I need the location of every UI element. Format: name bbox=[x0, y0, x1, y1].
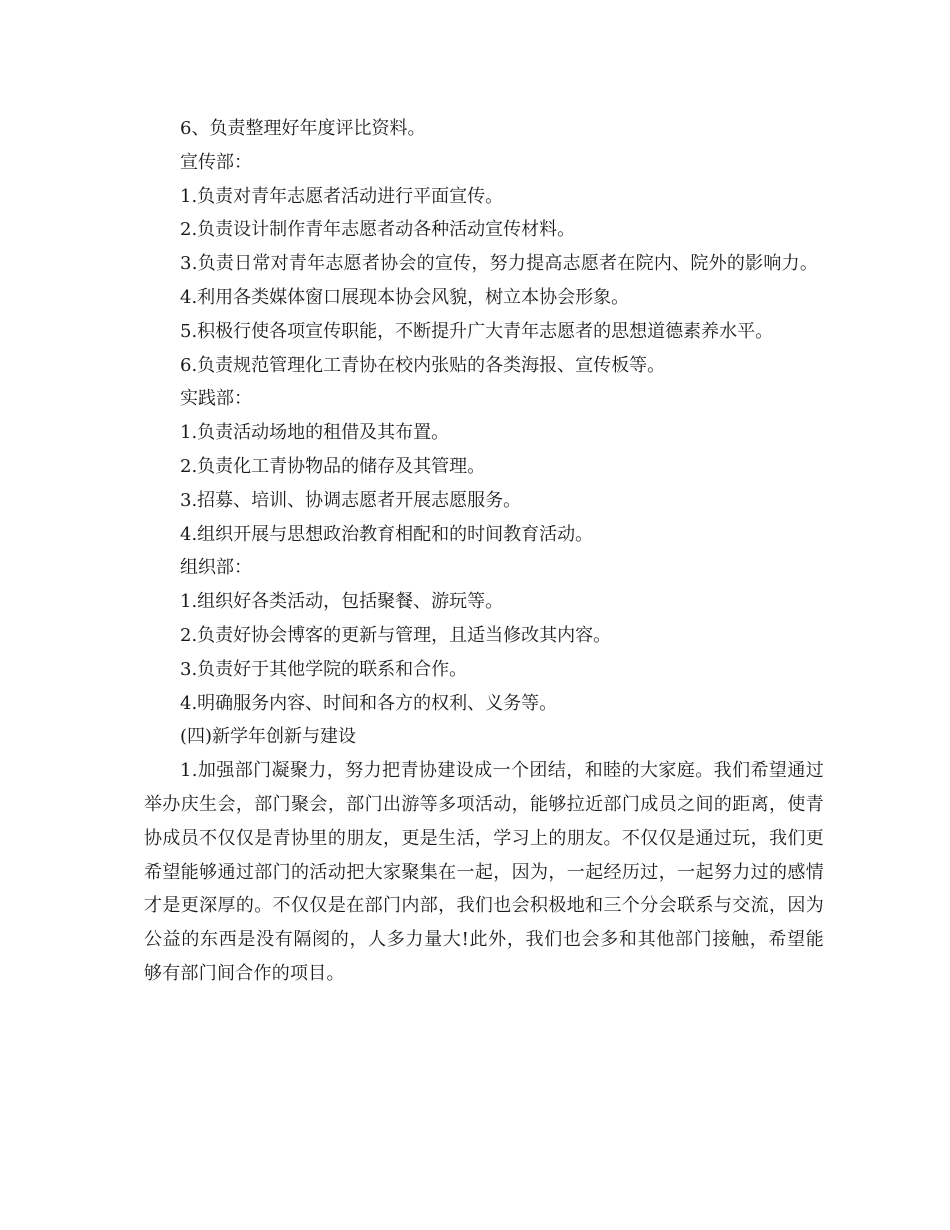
body-paragraph: 1.加强部门凝聚力，努力把青协建设成一个团结，和睦的大家庭。我们希望通过举办庆生会，部门聚会，部门出游等多项活动，能够拉近部门成员之间的距离，使青协成员不仅仅是青协里的朋友，更是生活，学习上的朋友。不仅仅是通过玩，我们更希望能够通过部门的活动把大家聚集在一起，因为，一起经历过，一起努力过的感情才是更深厚的。不仅仅是在部门内部，我们也会积极地和三个分会联系与交流，因为公益的东西是没有隔阂的，人多力量大!此外，我们也会多和其他部门接触，希望能够有部门间合作的项目。 bbox=[144, 760, 824, 984]
list-item: 2.负责设计制作青年志愿者动各种活动宣传材料。 bbox=[180, 219, 576, 241]
list-item: 6、负责整理好年度评比资料。 bbox=[180, 118, 426, 139]
list-item: 3.负责好于其他学院的联系和合作。 bbox=[180, 658, 468, 680]
list-item: 4.明确服务内容、时间和各方的权利、义务等。 bbox=[180, 692, 558, 714]
list-item: 1.组织好各类活动，包括聚餐、游玩等。 bbox=[180, 591, 504, 613]
document-body bbox=[144, 112, 824, 991]
list-item: 3.招募、培训、协调志愿者开展志愿服务。 bbox=[180, 489, 522, 511]
list-item: 2.负责化工青协物品的储存及其管理。 bbox=[180, 455, 486, 477]
list-item: 4.组织开展与思想政治教育相配和的时间教育活动。 bbox=[180, 523, 594, 545]
list-item: 1.负责对青年志愿者活动进行平面宣传。 bbox=[180, 185, 504, 207]
section-heading-publicity: 宣传部： bbox=[180, 151, 252, 173]
list-item-wrapped: 3.负责日常对青年志愿者协会的宣传，努力提高志愿者在院内、院外的影响力。 bbox=[180, 253, 819, 275]
list-item: 5.积极行使各项宣传职能，不断提升广大青年志愿者的思想道德素养水平。 bbox=[180, 320, 774, 342]
section-heading-practice: 实践部： bbox=[180, 388, 252, 410]
list-item: 1.负责活动场地的租借及其布置。 bbox=[180, 422, 450, 444]
section-heading-organization: 组织部： bbox=[180, 557, 252, 579]
list-item: 2.负责好协会博客的更新与管理，且适当修改其内容。 bbox=[180, 624, 612, 646]
list-item: 4.利用各类媒体窗口展现本协会风貌，树立本协会形象。 bbox=[180, 286, 630, 308]
section-heading-innovation: (四)新学年创新与建设 bbox=[180, 726, 357, 748]
list-item: 6.负责规范管理化工青协在校内张贴的各类海报、宣传板等。 bbox=[180, 354, 666, 376]
